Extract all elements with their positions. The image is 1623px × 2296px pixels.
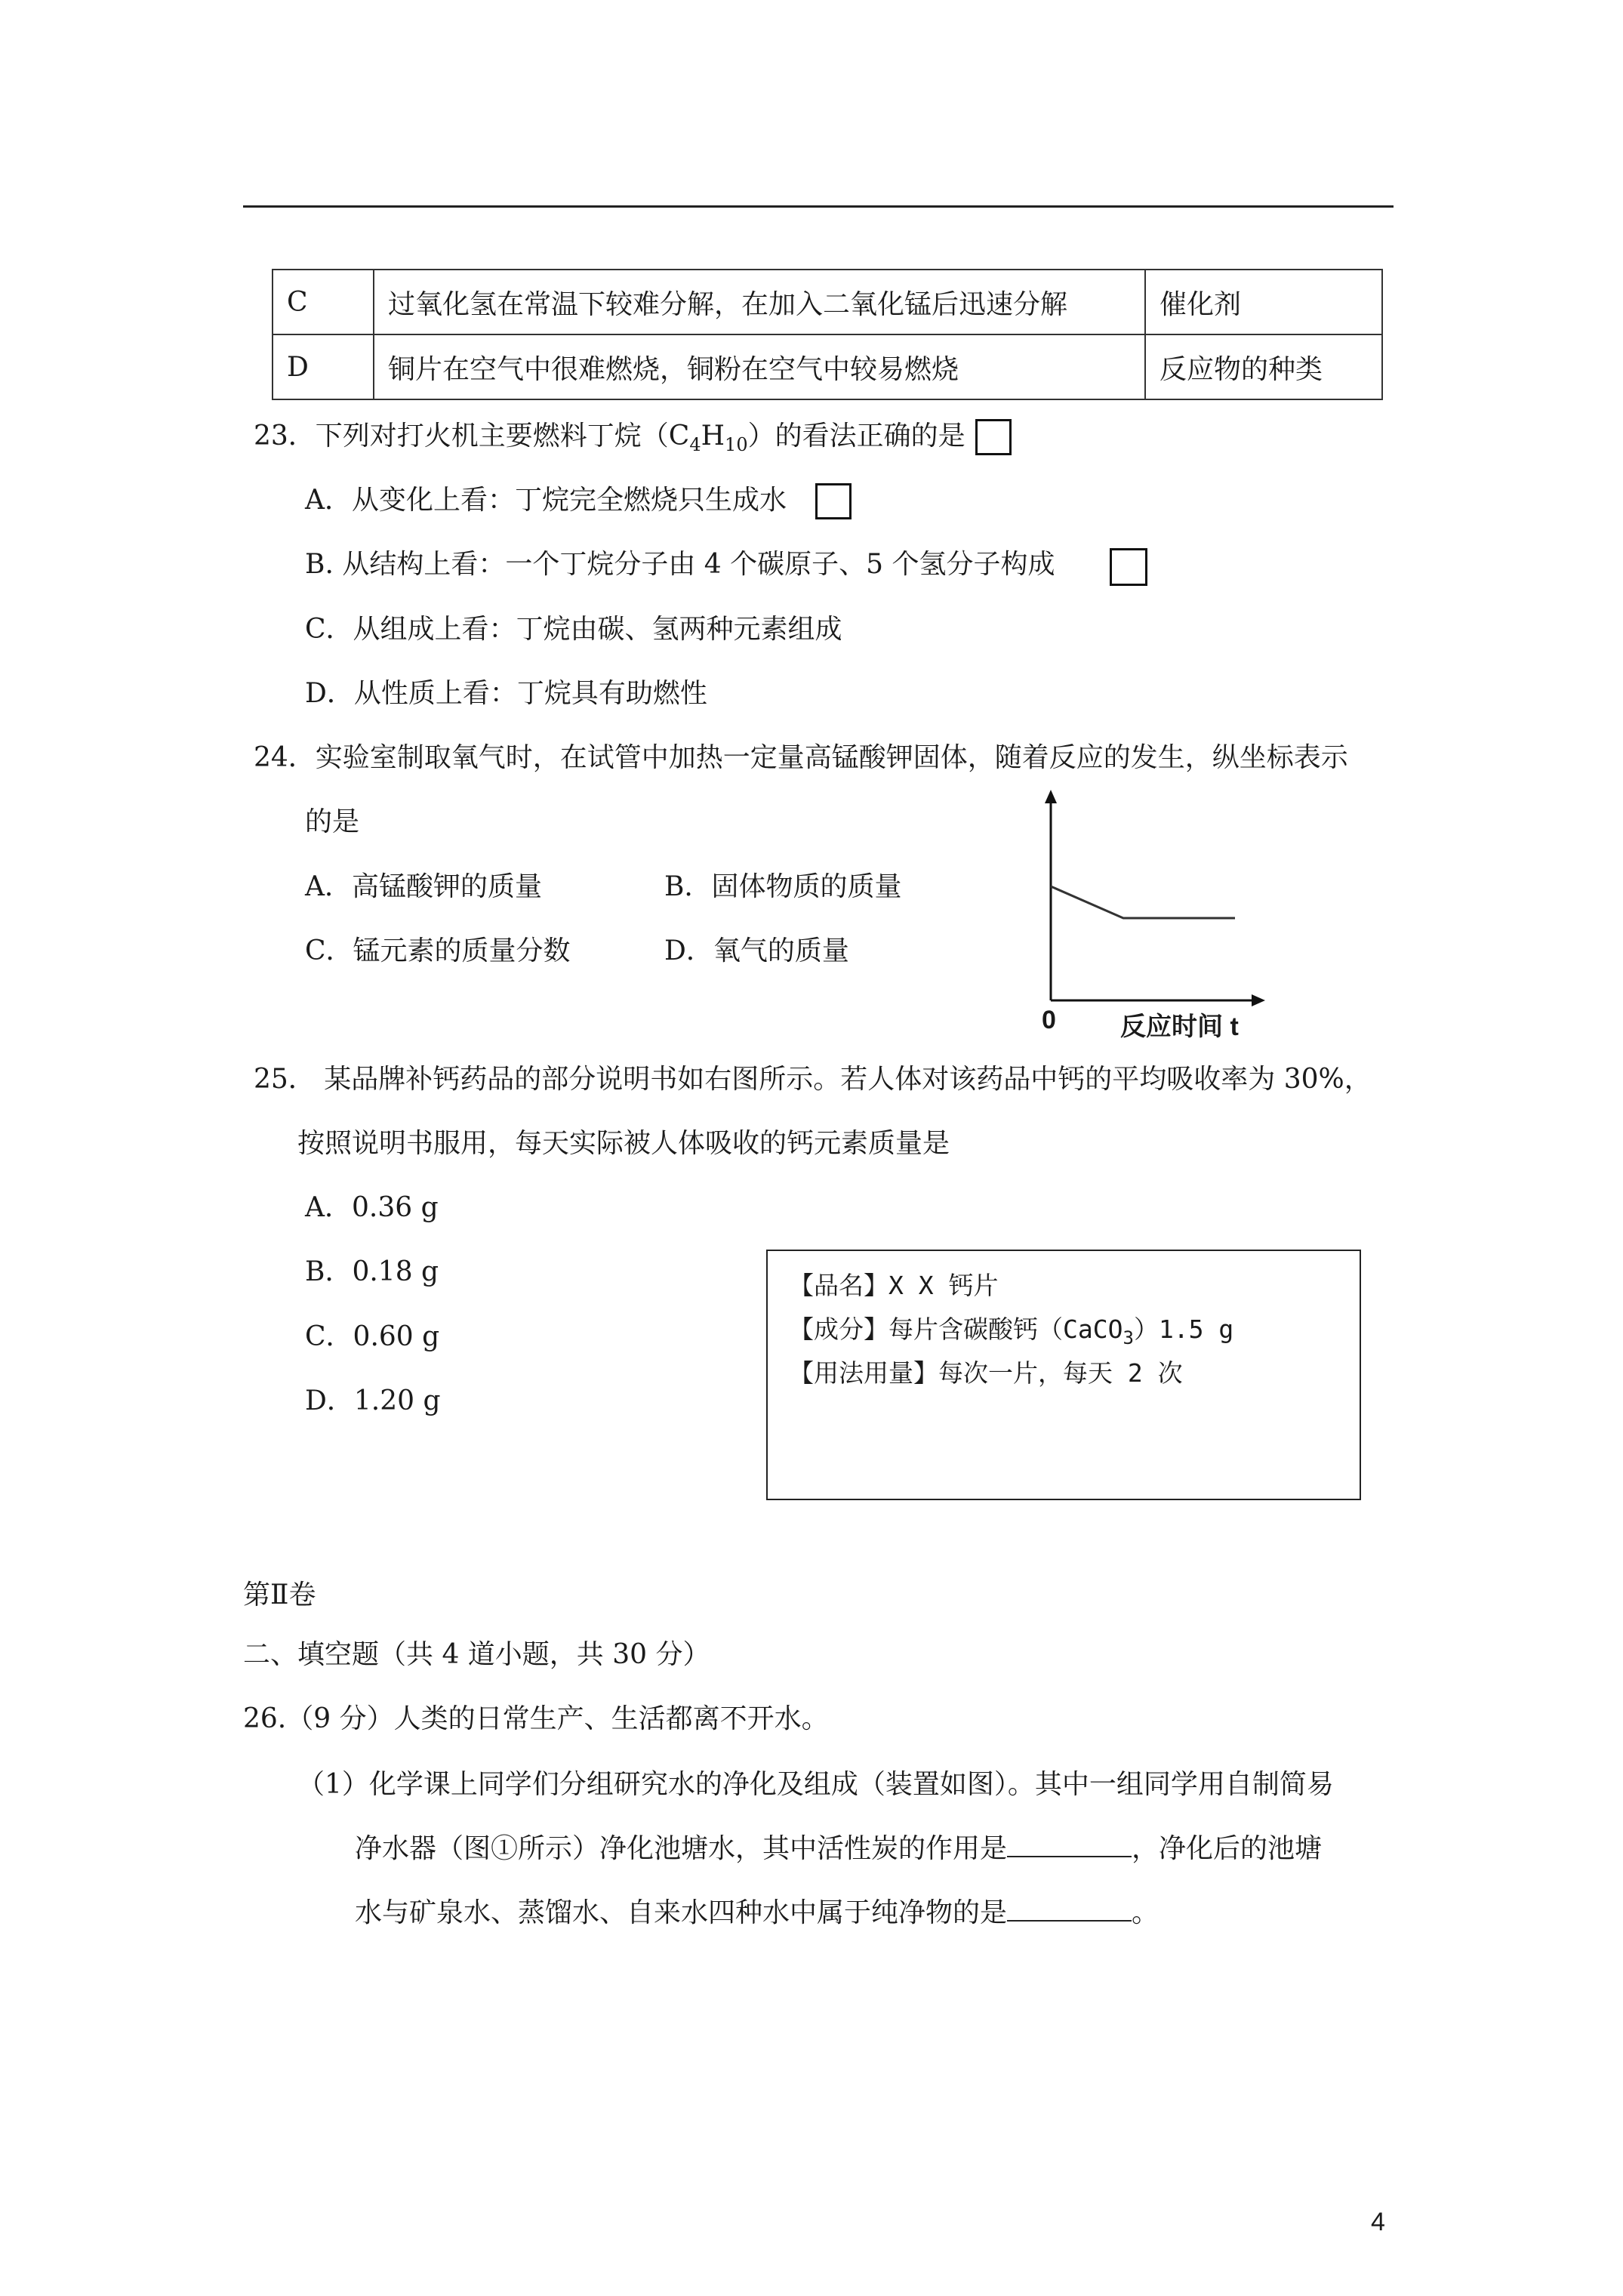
q25-option-a: A．0.36 g — [305, 1192, 439, 1223]
answer-box[interactable] — [1110, 548, 1147, 586]
q23-stem-part: H — [701, 421, 725, 451]
q26-text: 水与矿泉水、蒸馏水、自来水四种水中属于纯净物的是 — [355, 1897, 1008, 1928]
label-line-name: 【品名】X X 钙片 — [789, 1271, 999, 1300]
label-text: ）1.5 g — [1133, 1314, 1234, 1344]
q23-option-b: B. 从结构上看：一个丁烷分子由 4 个碳原子、5 个氢分子构成 — [305, 549, 1055, 580]
q26-1-line2 — [355, 1832, 1322, 1866]
q23-stem-part: ）的看法正确的是 — [747, 421, 965, 451]
q25-option-d: D．1.20 g — [305, 1385, 441, 1416]
answer-box[interactable] — [815, 483, 852, 519]
q24-stem-line2: 的是 — [305, 806, 360, 837]
q26-text: 净水器（图①所示）净化池塘水，其中活性炭的作用是 — [355, 1833, 1008, 1864]
table-cell-fact: 铜片在空气中很难燃烧，铜粉在空气中较易燃烧 — [374, 334, 1145, 399]
q26-stem: 26.（9 分）人类的日常生产、生活都离不开水。 — [243, 1703, 829, 1734]
table-row — [273, 334, 1382, 399]
q26-1-line1: （1）化学课上同学们分组研究水的净化及组成（装置如图）。其中一组同学用自制简易 — [297, 1769, 1334, 1800]
table-cell-factor: 反应物的种类 — [1145, 334, 1382, 399]
label-line-ingredient — [789, 1310, 1234, 1348]
options-table — [272, 269, 1383, 400]
table-cell-key: C — [273, 270, 374, 334]
medicine-label-box — [766, 1250, 1361, 1500]
q24-option-a: A．高锰酸钾的质量 — [305, 871, 542, 902]
table-cell-factor: 催化剂 — [1145, 270, 1382, 334]
table-cell-key: D — [273, 334, 374, 399]
table-cell-fact: 过氧化氢在常温下较难分解，在加入二氧化锰后迅速分解 — [374, 270, 1145, 334]
q25-stem-line1: 25． 某品牌补钙药品的部分说明书如右图所示。若人体对该药品中钙的平均吸收率为 30%， — [254, 1064, 1372, 1095]
q23-option-c: C．从组成上看：丁烷由碳、氢两种元素组成 — [305, 614, 842, 645]
q24-option-c: C．锰元素的质量分数 — [305, 935, 571, 966]
q24-option-b: B．固体物质的质量 — [664, 871, 902, 902]
q23-stem — [254, 420, 965, 455]
q26-1-line3 — [355, 1897, 1159, 1930]
x-axis-arrow-icon — [1252, 994, 1265, 1006]
q25-stem-line2: 按照说明书服用，每天实际被人体吸收的钙元素质量是 — [297, 1128, 950, 1159]
part2-title: 第Ⅱ卷 — [243, 1579, 316, 1610]
q23-option-d: D．从性质上看：丁烷具有助燃性 — [305, 678, 707, 709]
y-axis-arrow-icon — [1045, 790, 1057, 803]
q26-text: 。 — [1132, 1897, 1160, 1928]
q24-stem-line1: 24．实验室制取氧气时，在试管中加热一定量高锰酸钾固体，随着反应的发生，纵坐标表示 — [254, 742, 1348, 773]
graph-origin-label: 0 — [1042, 1006, 1056, 1034]
table-row — [273, 270, 1382, 334]
data-curve — [1051, 886, 1235, 918]
section-heading: 二、填空题（共 4 道小题，共 30 分） — [243, 1639, 710, 1670]
answer-blank[interactable] — [1007, 1833, 1132, 1857]
subscript: 4 — [689, 434, 701, 455]
subscript: 10 — [725, 434, 748, 455]
answer-box[interactable] — [975, 419, 1012, 455]
page-number: 4 — [1371, 2208, 1385, 2236]
q24-option-d: D．氧气的质量 — [664, 935, 849, 966]
label-line-dosage: 【用法用量】每次一片，每天 2 次 — [789, 1358, 1183, 1388]
q25-option-b: B．0.18 g — [305, 1256, 439, 1287]
q25-option-c: C．0.60 g — [305, 1321, 440, 1352]
q24-graph — [1019, 785, 1276, 1042]
answer-blank[interactable] — [1007, 1897, 1132, 1922]
q26-text: ，净化后的池塘 — [1132, 1833, 1323, 1864]
label-text: 【成分】每片含碳酸钙（CaCO — [789, 1314, 1123, 1344]
header-rule — [243, 205, 1394, 208]
graph-x-label: 反应时间 t — [1120, 1012, 1239, 1041]
q23-option-a: A．从变化上看：丁烷完全燃烧只生成水 — [305, 485, 787, 516]
subscript: 3 — [1123, 1327, 1134, 1348]
q23-stem-part: 23．下列对打火机主要燃料丁烷（C — [254, 421, 690, 451]
